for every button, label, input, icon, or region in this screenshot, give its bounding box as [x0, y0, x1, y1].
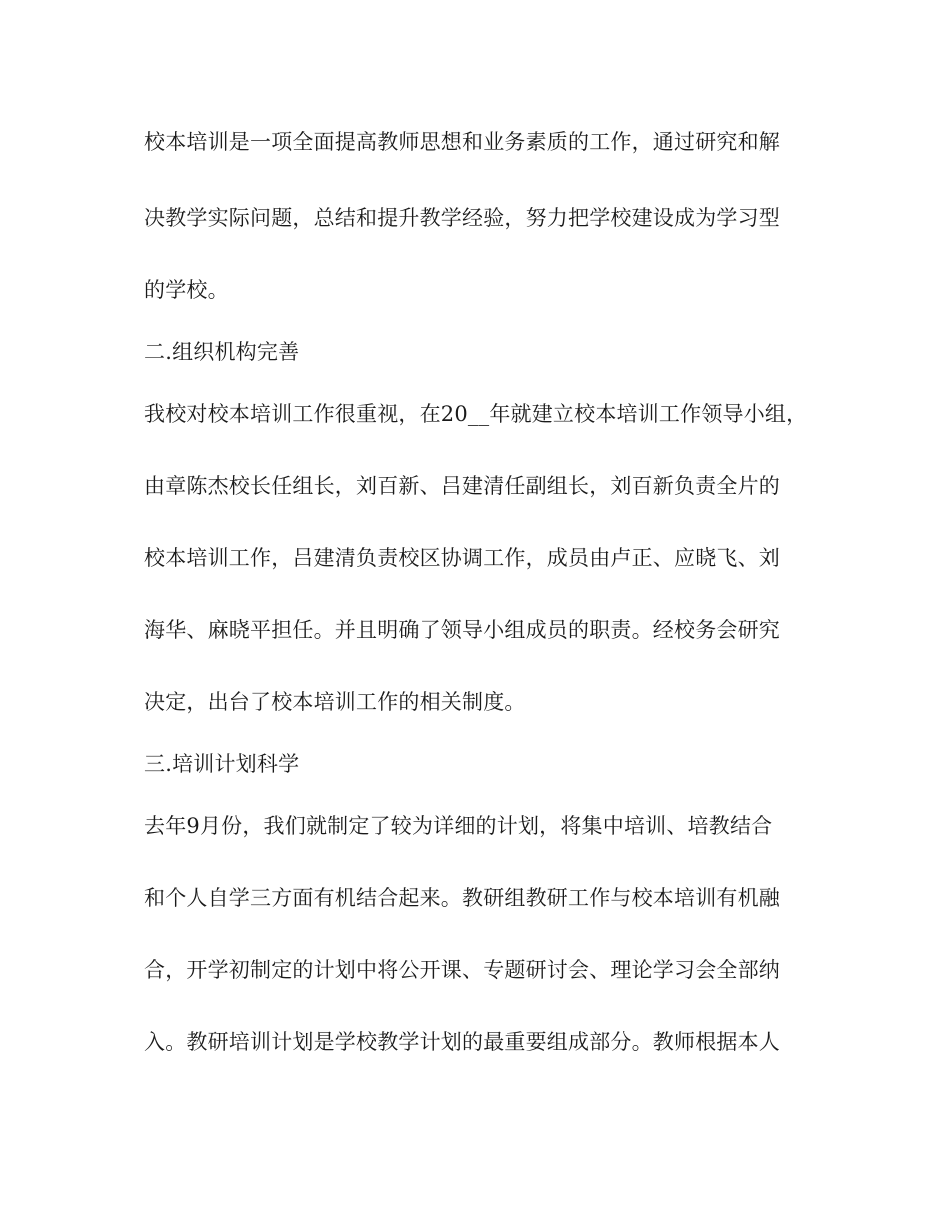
paragraph-line: 校本培训是一项全面提高教师思想和业务素质的工作，通过研究和解 [144, 130, 780, 154]
paragraph-line: 决教学实际问题，总结和提升教学经验，努力把学校建设成为学习型 [144, 206, 780, 230]
paragraph-line: 去年9月份，我们就制定了较为详细的计划，将集中培训、培教结合 [144, 814, 773, 838]
paragraph-line: 的学校。 [144, 278, 229, 302]
paragraph-line: 校本培训工作，吕建清负责校区协调工作，成员由卢正、应晓飞、刘 [144, 546, 780, 570]
paragraph-line: 由章陈杰校长任组长，刘百新、吕建清任副组长，刘百新负责全片的 [144, 474, 780, 498]
section-heading: 三.培训计划科学 [144, 752, 300, 776]
paragraph-line: 海华、麻晓平担任。并且明确了领导小组成员的职责。经校务会研究 [144, 618, 780, 642]
paragraph-line: 我校对校本培训工作很重视，在20__年就建立校本培训工作领导小组， [144, 402, 808, 426]
paragraph-line: 入。教研培训计划是学校教学计划的最重要组成部分。教师根据本人 [144, 1030, 780, 1054]
paragraph-line: 和个人自学三方面有机结合起来。教研组教研工作与校本培训有机融 [144, 886, 780, 910]
paragraph-line: 合，开学初制定的计划中将公开课、专题研讨会、理论学习会全部纳 [144, 958, 780, 982]
paragraph-line: 决定，出台了校本培训工作的相关制度。 [144, 690, 526, 714]
section-heading: 二.组织机构完善 [144, 340, 300, 364]
